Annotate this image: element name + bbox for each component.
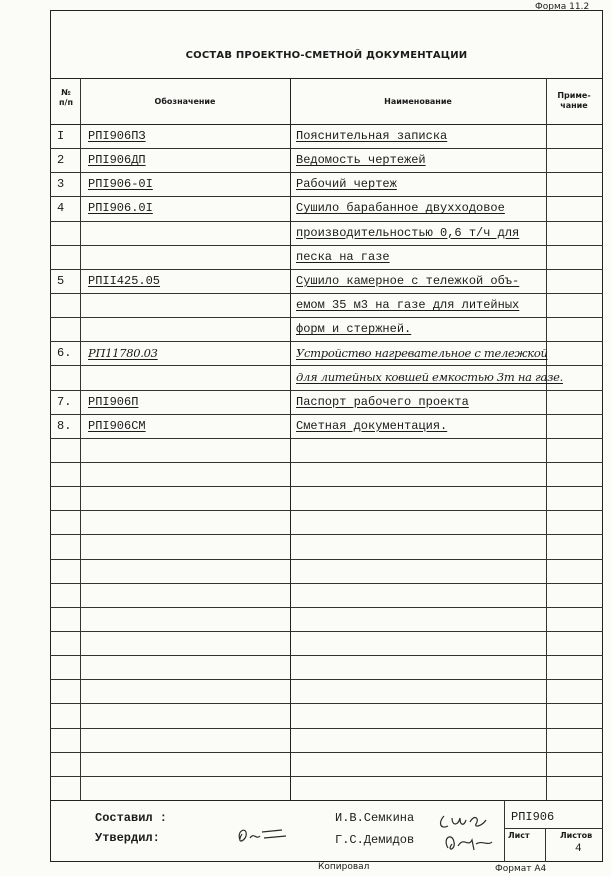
grid-line — [50, 486, 603, 487]
row-number: I — [57, 129, 65, 143]
header-name: Наименование — [384, 97, 452, 106]
grid-line — [50, 607, 603, 608]
grid-line — [50, 221, 603, 222]
approved-name: Г.С.Демидов — [335, 833, 415, 847]
row-designation: РПI906ДП — [88, 153, 146, 168]
copied-label: Копировал — [318, 862, 370, 872]
grid-line — [50, 728, 603, 729]
header-note: Приме- чание — [557, 91, 591, 110]
approved-signature — [232, 820, 292, 850]
row-number: 7. — [57, 394, 72, 409]
row-name: емом 35 м3 на газе для литейных — [296, 298, 520, 312]
row-number: 8. — [57, 418, 72, 433]
compiled-name: И.В.Семкина — [335, 811, 415, 825]
grid-line — [50, 365, 603, 366]
row-name: форм и стержней. — [296, 322, 412, 337]
grid-line — [50, 559, 603, 560]
row-designation: РПI906-0I — [88, 177, 153, 192]
row-name: для литейных ковшей емкостью 3т на газе. — [296, 370, 563, 385]
approved-label: Утвердил: — [95, 831, 160, 845]
header-designation: Обозначение — [154, 97, 216, 106]
compiled-signature — [438, 808, 498, 832]
grid-line — [50, 438, 603, 439]
row-name: песка на газе — [296, 249, 390, 264]
grid-line — [50, 462, 603, 463]
grid-line — [50, 390, 603, 391]
row-name: Паспорт рабочего проекта — [296, 394, 469, 409]
grid-line — [546, 78, 547, 800]
grid-line — [50, 703, 603, 704]
row-number: 4 — [57, 201, 65, 216]
sheets-count: 4 — [575, 843, 582, 855]
row-name: Ведомость чертежей — [296, 153, 426, 168]
row-number: 2 — [57, 153, 65, 168]
grid-line — [504, 800, 505, 862]
row-designation: РПI906СМ — [88, 418, 146, 433]
grid-line — [50, 583, 603, 584]
sheet-label: Лист — [508, 831, 530, 840]
grid-line — [50, 752, 603, 753]
sheets-label: Листов — [560, 831, 593, 840]
row-designation: РП11780.03 — [88, 346, 158, 361]
header-num: № п/п — [59, 88, 73, 107]
grid-line — [50, 534, 603, 535]
row-number: 3 — [57, 177, 65, 192]
row-designation: РПII425.05 — [88, 273, 161, 288]
grid-line — [50, 776, 603, 777]
row-name: Рабочий чертеж — [296, 177, 397, 192]
row-name: Устройство нагревательное с тележкой — [296, 346, 548, 361]
grid-line — [50, 78, 603, 79]
grid-line — [50, 172, 603, 173]
grid-line — [50, 196, 603, 197]
row-name: Сушило барабанное двухходовое — [296, 201, 505, 216]
doc-code: РПI906 — [511, 810, 555, 824]
grid-line — [50, 293, 603, 294]
row-name: Пояснительная записка — [296, 129, 448, 143]
grid-line — [50, 655, 603, 656]
grid-line — [50, 269, 603, 270]
row-number: 6. — [57, 346, 72, 361]
grid-line — [80, 78, 81, 800]
row-designation: РПI906П — [88, 394, 139, 409]
grid-line — [50, 245, 603, 246]
document-title: СОСТАВ ПРОЕКТНО-СМЕТНОЙ ДОКУМЕНТАЦИИ — [185, 50, 468, 61]
grid-line — [50, 124, 603, 125]
grid-line — [50, 631, 603, 632]
grid-line — [50, 414, 603, 415]
grid-line — [50, 148, 603, 149]
row-name: производительностью 0,6 т/ч для — [296, 225, 520, 240]
grid-line — [50, 679, 603, 680]
row-name: Сметная документация. — [296, 418, 448, 433]
grid-line — [504, 828, 603, 829]
grid-line — [50, 510, 603, 511]
grid-line — [50, 800, 603, 801]
grid-line — [50, 341, 603, 342]
row-name: Сушило камерное с тележкой объ- — [296, 273, 520, 288]
row-designation: РПI906.0I — [88, 201, 153, 216]
row-designation: РПI906ПЗ — [88, 129, 146, 143]
row-number: 5 — [57, 273, 65, 288]
form-label: Форма 11.2 — [535, 2, 590, 12]
approved-signature-2 — [438, 830, 498, 854]
grid-line — [545, 828, 546, 862]
grid-line — [290, 78, 291, 800]
compiled-label: Составил : — [95, 811, 168, 825]
format-label: Формат А4 — [495, 864, 547, 874]
grid-line — [50, 317, 603, 318]
